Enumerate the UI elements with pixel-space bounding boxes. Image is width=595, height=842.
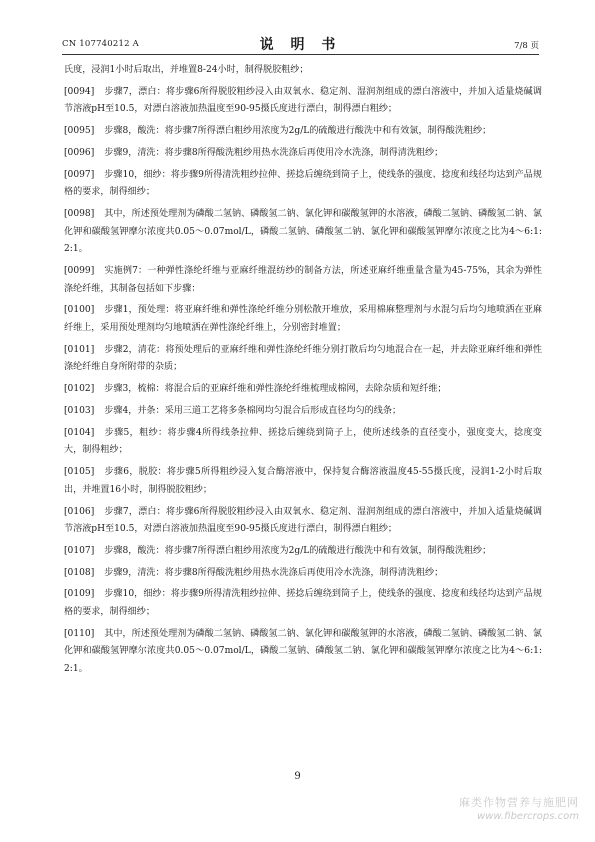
page-indicator: 7/8 页 bbox=[514, 41, 539, 51]
paragraph-text: 步骤4，并条：采用三道工艺将多条棉网均匀混合后形成直径均匀的线条； bbox=[104, 405, 402, 416]
document-body bbox=[64, 62, 542, 683]
paragraph-text: 步骤9，清洗：将步骤8所得酸洗粗纱用热水洗涤后再使用冷水洗涤，制得清洗粗纱； bbox=[104, 567, 444, 578]
page-number: 9 bbox=[294, 771, 301, 782]
paragraph-text: 步骤9，清洗：将步骤8所得酸洗粗纱用热水洗涤后再使用冷水洗涤，制得清洗粗纱； bbox=[104, 147, 444, 158]
paragraph bbox=[64, 206, 542, 259]
paragraph-text: 步骤6，脱胶：将步骤5所得粗纱浸入复合酶溶液中，保持复合酶溶液温度45-55摄氏度，浸润1-2小时后取出，并堆置16小时，制得脱胶粗纱； bbox=[64, 467, 542, 495]
paragraph-number: [0108] bbox=[64, 567, 95, 578]
paragraph-number: [0101] bbox=[64, 344, 95, 355]
paragraph bbox=[64, 263, 542, 298]
paragraph-number: [0103] bbox=[64, 405, 95, 416]
paragraph bbox=[64, 342, 542, 377]
paragraph-number: [0094] bbox=[64, 86, 95, 97]
paragraph bbox=[64, 626, 542, 679]
paragraph bbox=[64, 586, 542, 621]
paragraph-text: 实施例7：一种弹性涤纶纤维与亚麻纤维混纺纱的制备方法，所述亚麻纤维重量含量为45-75%，其余为弹性涤纶纤维，其制备包括如下步骤： bbox=[64, 266, 542, 294]
paragraph bbox=[64, 425, 542, 460]
paragraph-text: 步骤8，酸洗：将步骤7所得漂白粗纱用浓度为2g/L的硫酸进行酸洗中和有效氯，制得酸洗粗纱； bbox=[104, 545, 492, 556]
paragraph-text: 步骤5，粗纱：将步骤4所得线条拉伸、搓捻后缠绕到筒子上，使所述线条的直径变小，强度变大，捻度变大，制得粗纱； bbox=[64, 427, 542, 456]
watermark-url: www.fibercrops.com bbox=[477, 811, 579, 822]
paragraph bbox=[64, 504, 542, 539]
paragraph-continuation bbox=[64, 62, 542, 80]
paragraph-text: 其中，所述预处理剂为磷酸二氢钠、磷酸氢二钠、氯化钾和碳酸氢钾的水溶液，磷酸二氢钠、磷酸氢二钠、氯化钾和碳酸氢钾摩尔浓度共0.05～0.07mol/L，磷酸二氢钠、磷酸氢二钠、氯化钾和碳酸氢钾摩尔浓度之比为4～6:1:2:1。 bbox=[64, 209, 542, 255]
paragraph-text: 其中，所述预处理剂为磷酸二氢钠、磷酸氢二钠、氯化钾和碳酸氢钾的水溶液，磷酸二氢钠、磷酸氢二钠、氯化钾和碳酸氢钾摩尔浓度共0.05～0.07mol/L，磷酸二氢钠、磷酸氢二钠、氯化钾和碳酸氢钾摩尔浓度之比为4～6:1:2:1。 bbox=[64, 628, 542, 674]
paragraph bbox=[64, 381, 542, 399]
paragraph-text: 步骤10，细纱：将步骤9所得清洗粗纱拉伸、搓捻后缠绕到筒子上，使线条的强度、捻度和线径均达到产品规格的要求，制得细纱； bbox=[64, 169, 542, 198]
paragraph-number: [0102] bbox=[64, 384, 95, 395]
paragraph bbox=[64, 145, 542, 163]
paragraph-number: [0100] bbox=[64, 305, 95, 316]
paragraph-text: 步骤7，漂白：将步骤6所得脱胶粗纱浸入由双氧水、稳定剂、湿润剂组成的漂白溶液中，并加入适量烧碱调节溶液pH至10.5，对漂白溶液加热温度至90-95摄氏度进行漂白，制得漂白粗纱； bbox=[64, 506, 542, 535]
paragraph-text: 步骤8，酸洗：将步骤7所得漂白粗纱用浓度为2g/L的硫酸进行酸洗中和有效氯，制得酸洗粗纱； bbox=[104, 126, 492, 137]
paragraph-text: 步骤10，细纱：将步骤9所得清洗粗纱拉伸、搓捻后缠绕到筒子上，使线条的强度、捻度和线径均达到产品规格的要求，制得细纱； bbox=[64, 589, 542, 618]
page-header bbox=[62, 33, 539, 53]
paragraph bbox=[64, 84, 542, 119]
paragraph-number: [0099] bbox=[64, 266, 95, 277]
paragraph bbox=[64, 543, 542, 561]
document-title: 说 明 书 bbox=[259, 37, 342, 53]
paragraph-number: [0104] bbox=[64, 427, 95, 438]
paragraph-text: 步骤1，预处理：将亚麻纤维和弹性涤纶纤维分别松散开堆放，采用棉麻整理剂与水混匀后均匀地喷洒在亚麻纤维上，采用预处理剂均匀地喷洒在弹性涤纶纤维上，分别密封堆置； bbox=[64, 305, 542, 334]
paragraph-number: [0096] bbox=[64, 147, 95, 158]
paragraph bbox=[64, 302, 542, 337]
paragraph bbox=[64, 403, 542, 421]
paragraph-number: [0095] bbox=[64, 126, 95, 137]
watermark-site-name: 麻类作物营养与施肥网 bbox=[459, 796, 579, 809]
paragraph-number: [0105] bbox=[64, 467, 95, 478]
paragraph-number: [0097] bbox=[64, 169, 95, 180]
site-watermark bbox=[459, 796, 579, 824]
paragraph-number: [0109] bbox=[64, 589, 95, 600]
paragraph-text: 步骤2，清花：将预处理后的亚麻纤维和弹性涤纶纤维分别打散后均匀地混合在一起，并去除亚麻纤维和弹性涤纶纤维自身所附带的杂质； bbox=[64, 344, 542, 373]
paragraph-number: [0098] bbox=[64, 209, 95, 220]
patent-number: CN 107740212 A bbox=[62, 39, 139, 49]
paragraph-number: [0110] bbox=[64, 628, 95, 639]
header-divider bbox=[62, 54, 539, 55]
paragraph-text: 步骤3，梳棉：将混合后的亚麻纤维和弹性涤纶纤维梳理成棉网，去除杂质和短纤维； bbox=[104, 384, 447, 395]
paragraph bbox=[64, 565, 542, 583]
paragraph-text: 步骤7，漂白：将步骤6所得脱胶粗纱浸入由双氧水、稳定剂、湿润剂组成的漂白溶液中，并加入适量烧碱调节溶液pH至10.5，对漂白溶液加热温度至90-95摄氏度进行漂白，制得漂白粗纱； bbox=[64, 86, 542, 115]
paragraph bbox=[64, 167, 542, 202]
paragraph bbox=[64, 123, 542, 141]
paragraph-text: 氏度，浸润1小时后取出，并堆置8-24小时，制得脱胶粗纱； bbox=[64, 65, 309, 75]
paragraph-number: [0106] bbox=[64, 506, 95, 517]
paragraph bbox=[64, 464, 542, 499]
paragraph-number: [0107] bbox=[64, 545, 95, 556]
